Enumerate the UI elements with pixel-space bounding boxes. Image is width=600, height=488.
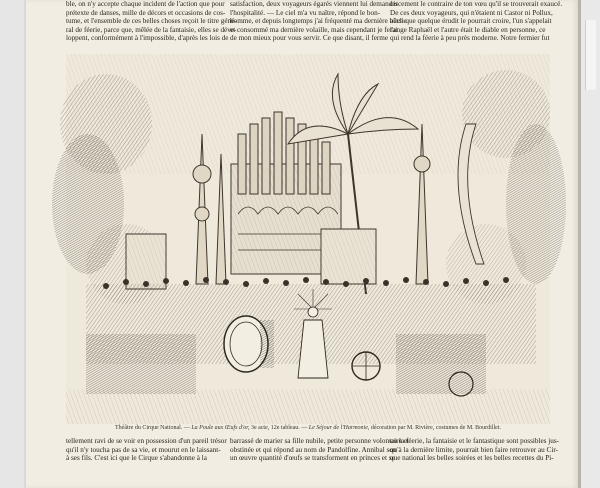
caption-credits: décoration par M. Rivière, costumes de M. Bourdillet.	[370, 425, 501, 431]
text-line: ble, on n'y accepte chaque incident de l'action que pour	[66, 0, 225, 8]
text-line: à ses fils. C'est ici que le Cirque s'abandonne à la	[66, 454, 207, 463]
text-line: ciscement le contraire de ton vœu qu'il se trouverait exaucé.	[390, 0, 563, 8]
caption-act: 3e acte, 12e tableau.	[250, 425, 300, 431]
engraving-art	[66, 54, 550, 424]
text-line: et consommé ma dernière volaille, mais cependant je ferai	[230, 25, 398, 34]
caption-play: La Poule aux Œufs d'or,	[191, 425, 250, 431]
text-column-bottom-1	[66, 437, 227, 463]
text-line: De ces deux voyageurs, qui n'étaient ni Castor ni Pollux,	[390, 8, 553, 17]
text-line: ou la féerie, la fantaisie et le fantastique sont possibles jus-	[390, 437, 560, 445]
text-line: que national les belles soirées et les belles recettes du Pi-	[390, 454, 554, 463]
text-line: un œuvre quantité d'œufs se transforment en princes et se	[230, 454, 395, 463]
bass-drum	[224, 316, 274, 372]
text-line: l'hospitalité. — Le ciel m'a vu naître, répond le bon-	[230, 8, 381, 17]
adjacent-page-edge	[0, 0, 24, 488]
text-column-top-3	[390, 0, 563, 43]
text-line: homme, et depuis longtemps j'ai fréquenté ma dernière bûche	[230, 17, 407, 26]
text-column-bottom-3	[390, 437, 560, 463]
text-line: de mon mieux pour vous servir. Ce que disant, il ferme	[230, 34, 389, 43]
text-line: qu'à la dernière limite, pourrait bien faire retrouver au Cir-	[390, 445, 558, 454]
illustration-caption: Théâtre du Cirque National. — La Poule aux Œufs d'or, 3e acte, 12e tableau. — Le Séjour de l'Harmonie, décoration par M. Rivière, costumes de M. Bourdillet.	[115, 425, 501, 431]
caption-scene: Le Séjour de l'Harmonie,	[308, 425, 370, 431]
foreground-figures-left	[86, 334, 196, 394]
text-line: tume, et l'ensemble de ces belles choses reçoit le titre géné-	[66, 17, 237, 26]
stage-floor	[66, 389, 550, 424]
text-column-bottom-2	[230, 437, 409, 463]
text-line: qu'il n'y toucha pas de sa vie, et mourut en le laissant-	[66, 445, 221, 454]
text-line: barrassé de marier sa fille nubile, petite personne volontaire et	[230, 437, 409, 445]
text-line: tellement ravi de se voir en possession d'un pareil trésor	[66, 437, 227, 445]
text-column-top-2	[230, 0, 407, 43]
text-line: ainsi que quelque érudit le pourrait croire, l'un s'appelait	[390, 17, 552, 26]
text-line: satisfaction, deux voyageurs égarés viennent lui demander	[230, 0, 398, 8]
text-line: ral de féerie, parce que, mêlée de la fantaisie, elles se déve-	[66, 25, 237, 34]
text-line: loppent, conformément à l'impossible, d'après les lois de	[66, 34, 229, 43]
stage-engraving	[66, 54, 550, 424]
caption-theatre: Théâtre du Cirque National.	[115, 425, 183, 431]
text-line: obstinée et qui répond au nom de Pandolfine. Annibal son	[230, 445, 397, 454]
text-line: prétexte de danses, mille de décors et occasions de cos-	[66, 8, 226, 17]
text-line: l'ange Raphaël et l'autre était le diable en personne, ce	[390, 25, 546, 34]
text-line: qui rend la féerie à peu près moderne. Notre fermier fut	[390, 34, 550, 43]
page-tab	[585, 20, 596, 90]
text-column-top-1	[66, 0, 237, 43]
